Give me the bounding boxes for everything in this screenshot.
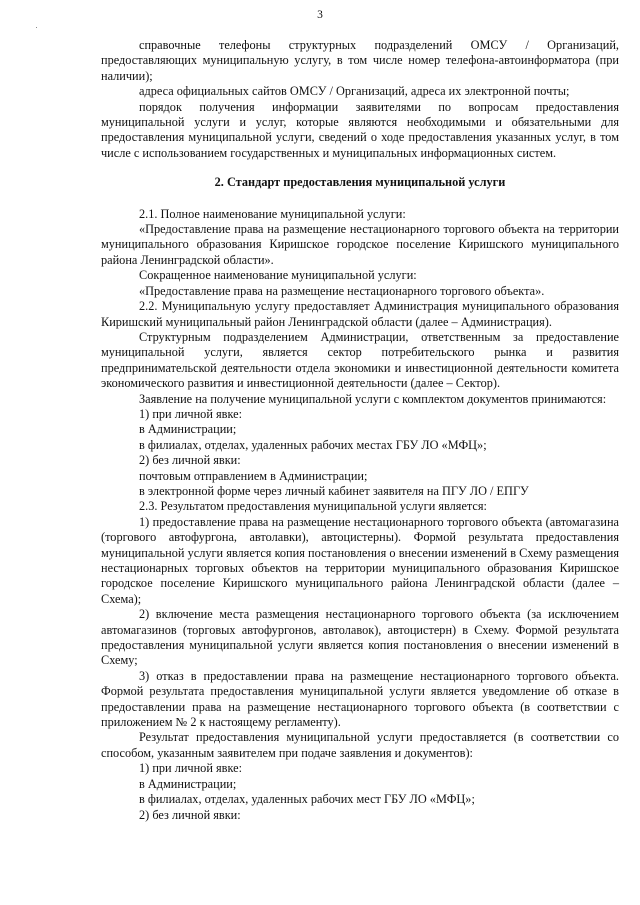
paragraph: «Предоставление права на размещение нестационарного торгового объекта на территории муниципального образования Киришское городское поселение Киришского муниципального района Ленинградской области». — [101, 222, 619, 267]
paragraph: 2) включение места размещения нестационарного торгового объекта (за исключением автомагазинов (торговых автофургонов, автолавок), автоцистерн) в Схему. Формой результата предоставления муниципальной услуги является копия постановления о внесении изменений в Схему; — [101, 607, 619, 668]
list-item: 1) при личной явке: — [139, 761, 242, 776]
paragraph: 1) предоставление права на размещение нестационарного торгового объекта (автомагазина (торгового автофургона, автолавки), автоцистерны). Формой результата предоставления муниципальной услуги является копия постановления о внесении изменений в Схему размещения нестационарных торговых объектов на территории муниципального образования Киришское городское поселение Киришского муниципального района Ленинградской области (далее – Схема); — [101, 514, 619, 606]
list-item: 1) при личной явке: — [139, 406, 242, 421]
paragraph: «Предоставление права на размещение нестационарного торгового объекта». — [139, 283, 545, 298]
paragraph: 2.1. Полное наименование муниципальной услуги: — [139, 206, 406, 221]
paragraph: 3) отказ в предоставлении права на размещение нестационарного торгового объекта. Формой результата предоставления муниципальной услуги является уведомление об отказе в предоставлении права на размещение нестационарного торгового объекта (в соответствии с приложением № 2 к настоящему регламенту). — [101, 668, 619, 730]
paragraph: 2.3. Результатом предоставления муниципальной услуги является: — [139, 499, 487, 514]
paragraph: 2.2. Муниципальную услугу предоставляет Администрация муниципального образования Киришский муниципальный район Ленинградской области (далее – Администрация). — [101, 299, 619, 329]
scan-artifact — [36, 27, 37, 28]
page-number: 3 — [317, 9, 323, 21]
document-body — [101, 38, 619, 823]
list-item: в филиалах, отделах, удаленных рабочих местах ГБУ ЛО «МФЦ»; — [139, 437, 487, 452]
list-item: 2) без личной явки: — [139, 453, 241, 468]
paragraph: адреса официальных сайтов ОМСУ / Организаций, адреса их электронной почты; — [139, 84, 570, 99]
paragraph: Результат предоставления муниципальной услуги предоставляется (в соответствии со способом, указанным заявителем при подаче заявления и документов): — [101, 730, 619, 760]
paragraph: Структурным подразделением Администрации, ответственным за предоставление муниципальной услуги, является сектор потребительского рынка и развития предпринимательской деятельности отдела экономики и инвестиционной деятельности комитета экономического развития и инвестиционной деятельности (далее – Сектор). — [101, 329, 619, 391]
paragraph: Заявление на получение муниципальной услуги с комплектом документов принимаются: — [139, 391, 607, 406]
paragraph: порядок получения информации заявителями по вопросам предоставления муниципальной услуги и услуг, которые являются необходимыми и обязательными для предоставления муниципальной услуги, сведений о ходе предоставления указанных услуг, в том числе с использованием государственных и муниципальных информационных систем. — [101, 99, 619, 160]
paragraph: справочные телефоны структурных подразделений ОМСУ / Организаций, предоставляющих муниципальную услугу, в том числе номер телефона-автоинформатора (при наличии); — [101, 38, 619, 83]
list-item: почтовым отправлением в Администрации; — [139, 468, 368, 483]
list-item: в электронной форме через личный кабинет заявителя на ПГУ ЛО / ЕПГУ — [139, 483, 529, 498]
section-heading: 2. Стандарт предоставления муниципальной услуги — [214, 175, 506, 190]
list-item: в Администрации; — [139, 422, 237, 437]
list-item: 2) без личной явки: — [139, 807, 241, 822]
list-item: в Администрации; — [139, 776, 237, 791]
list-item: в филиалах, отделах, удаленных рабочих мест ГБУ ЛО «МФЦ»; — [139, 792, 475, 807]
paragraph: Сокращенное наименование муниципальной услуги: — [139, 268, 417, 283]
